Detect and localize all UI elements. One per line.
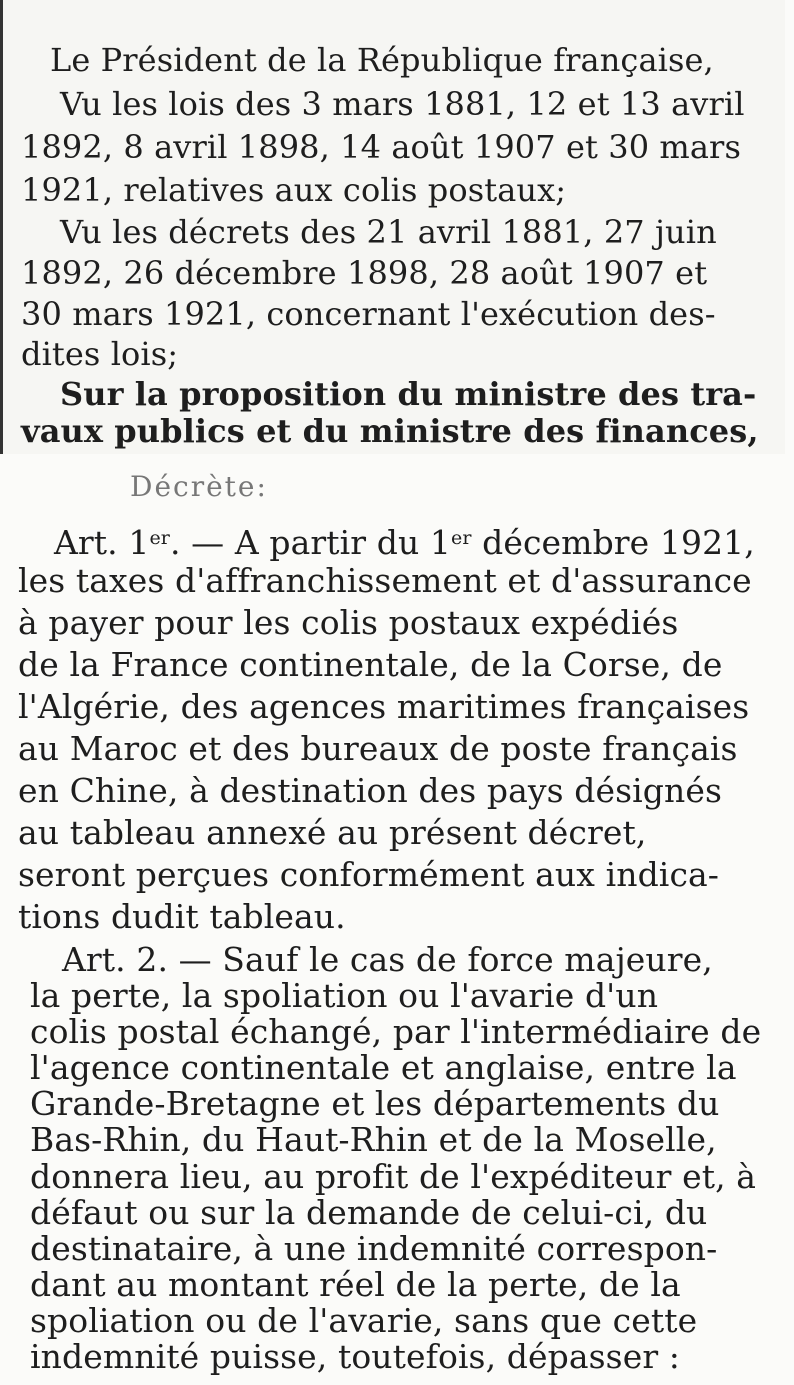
article-2-line: dant au montant réel de la perte, de la xyxy=(30,1264,681,1304)
article-2-line: destinataire, à une indemnité correspon- xyxy=(30,1228,718,1268)
article-1-text-end: décembre 1921, xyxy=(471,523,755,562)
preamble-line: 1921, relatives aux colis postaux; xyxy=(21,171,567,209)
preamble-line: Sur la proposition du ministre des tra- xyxy=(60,375,757,413)
article-1-label-sup: er xyxy=(149,527,170,549)
article-2-line: colis postal échangé, par l'intermédiaire de xyxy=(30,1012,762,1052)
decree-heading: Décrète: xyxy=(130,470,268,503)
preamble-line: vaux publics et du ministre des finances, xyxy=(21,412,759,450)
article-1-line: tions dudit tableau. xyxy=(18,897,346,936)
preamble-line: Le Président de la République française, xyxy=(50,41,714,79)
article-1-line: l'Algérie, des agences maritimes françaises xyxy=(18,687,750,726)
preamble-line: Vu les lois des 3 mars 1881, 12 et 13 avril xyxy=(60,85,745,123)
article-2-line: donnera lieu, au profit de l'expéditeur et, à xyxy=(30,1156,757,1196)
article-2-line: Bas-Rhin, du Haut-Rhin et de la Moselle, xyxy=(30,1120,717,1160)
preamble-line: 30 mars 1921, concernant l'exécution des- xyxy=(21,295,716,333)
preamble-line: 1892, 26 décembre 1898, 28 août 1907 et xyxy=(21,254,708,292)
article-1-date-sup: er xyxy=(451,527,472,549)
article-1-line: les taxes d'affranchissement et d'assurance xyxy=(18,561,752,600)
article-2-line: Grande-Bretagne et les départements du xyxy=(30,1084,720,1124)
preamble-line: 1892, 8 avril 1898, 14 août 1907 et 30 mars xyxy=(21,128,741,166)
article-1-line: seront perçues conformément aux indica- xyxy=(18,855,720,894)
article-1-line: à payer pour les colis postaux expédiés xyxy=(18,603,679,642)
article-2-line: indemnité puisse, toutefois, dépasser : xyxy=(30,1337,681,1376)
article-2-line: défaut ou sur la demande de celui-ci, du xyxy=(30,1192,708,1232)
article-1-line: de la France continentale, de la Corse, de xyxy=(18,645,723,684)
article-1-line: au Maroc et des bureaux de poste français xyxy=(18,729,738,768)
article-1-first-line xyxy=(54,518,755,563)
article-1-label: Art. 1 xyxy=(54,523,150,562)
article-1-line: au tableau annexé au présent décret, xyxy=(18,813,647,852)
article-1-text: . — A partir du 1 xyxy=(169,523,451,562)
article-2-line: spoliation ou de l'avarie, sans que cette xyxy=(30,1300,698,1340)
article-2-line: la perte, la spoliation ou l'avarie d'un xyxy=(30,976,659,1016)
preamble-line: Vu les décrets des 21 avril 1881, 27 juin xyxy=(60,213,717,251)
article-1-line: en Chine, à destination des pays désignés xyxy=(18,771,723,810)
preamble-line: dites lois; xyxy=(21,335,179,373)
preamble-section xyxy=(0,0,785,454)
article-2-line: l'agence continentale et anglaise, entre la xyxy=(30,1048,737,1088)
article-2-first-line: Art. 2. — Sauf le cas de force majeure, xyxy=(62,940,713,979)
